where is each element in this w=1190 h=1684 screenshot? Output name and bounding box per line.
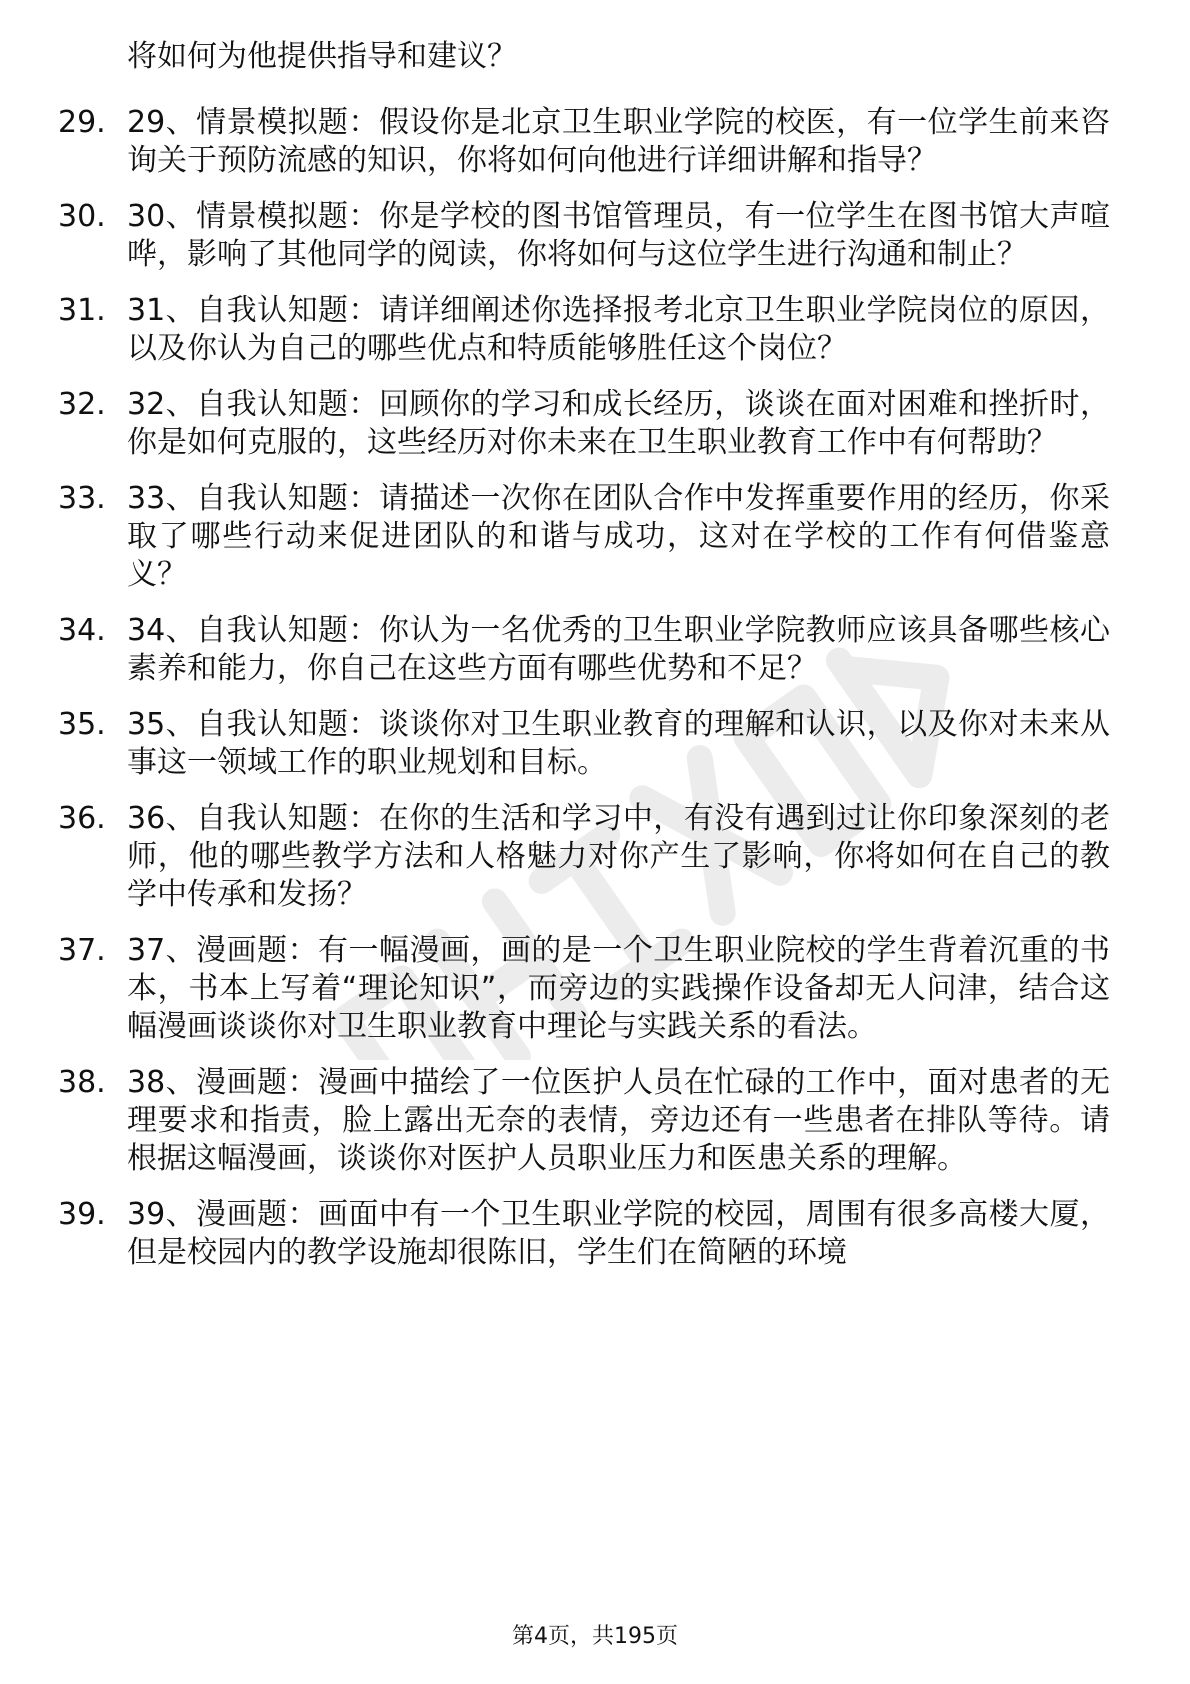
question-item [0, 104, 1110, 180]
question-text: 33、自我认知题：请描述一次你在团队合作中发挥重要作用的经历，你采取了哪些行动来促进团队的和谐与成功，这对在学校的工作有何借鉴意义？ [127, 481, 1110, 592]
question-number: 38. [58, 1065, 106, 1100]
question-text: 34、自我认知题：你认为一名优秀的卫生职业学院教师应该具备哪些核心素养和能力，你自己在这些方面有哪些优势和不足？ [127, 613, 1110, 686]
question-item [0, 1196, 1110, 1272]
question-number: 31. [58, 293, 106, 328]
page-indicator: 第4页，共195页 [512, 1624, 678, 1649]
question-item [0, 1064, 1110, 1178]
question-number: 32. [58, 387, 106, 422]
question-text: 37、漫画题：有一幅漫画，画的是一个卫生职业院校的学生背着沉重的书本，书本上写着“理论知识”，而旁边的实践操作设备却无人问津，结合这幅漫画谈谈你对卫生职业教育中理论与实践关系的看法。 [127, 933, 1110, 1044]
question-item [0, 198, 1110, 274]
continued-question-text: 将如何为他提供指导和建议？ [127, 39, 517, 74]
question-number: 37. [58, 933, 106, 968]
question-number: 30. [58, 199, 106, 234]
question-item [0, 706, 1110, 782]
question-text: 38、漫画题：漫画中描绘了一位医护人员在忙碌的工作中，面对患者的无理要求和指责，脸上露出无奈的表情，旁边还有一些患者在排队等待。请根据这幅漫画，谈谈你对医护人员职业压力和医患关系的理解。 [127, 1065, 1110, 1176]
question-item [0, 800, 1110, 914]
page-footer [0, 1623, 1190, 1651]
question-number: 34. [58, 613, 106, 648]
question-item [0, 612, 1110, 688]
question-number: 39. [58, 1197, 106, 1232]
question-item [0, 386, 1110, 462]
question-text: 39、漫画题：画面中有一个卫生职业学院的校园，周围有很多高楼大厦，但是校园内的教学设施却很陈旧，学生们在简陋的环境 [127, 1197, 1110, 1270]
question-number: 36. [58, 801, 106, 836]
question-item [0, 480, 1110, 594]
question-list [0, 104, 1190, 1290]
question-number: 29. [58, 105, 106, 140]
question-item [0, 932, 1110, 1046]
question-number: 33. [58, 481, 106, 516]
question-text: 30、情景模拟题：你是学校的图书馆管理员，有一位学生在图书馆大声喧哗，影响了其他同学的阅读，你将如何与这位学生进行沟通和制止？ [127, 199, 1110, 272]
question-text: 36、自我认知题：在你的生活和学习中，有没有遇到过让你印象深刻的老师，他的哪些教学方法和人格魅力对你产生了影响，你将如何在自己的教学中传承和发扬？ [127, 801, 1110, 912]
question-number: 35. [58, 707, 106, 742]
question-text: 29、情景模拟题：假设你是北京卫生职业学院的校医，有一位学生前来咨询关于预防流感的知识，你将如何向他进行详细讲解和指导？ [127, 105, 1110, 178]
question-text: 32、自我认知题：回顾你的学习和成长经历，谈谈在面对困难和挫折时，你是如何克服的，这些经历对你未来在卫生职业教育工作中有何帮助？ [127, 387, 1110, 460]
question-text: 35、自我认知题：谈谈你对卫生职业教育的理解和认识，以及你对未来从事这一领域工作的职业规划和目标。 [127, 707, 1110, 780]
question-item [0, 292, 1110, 368]
question-text: 31、自我认知题：请详细阐述你选择报考北京卫生职业学院岗位的原因，以及你认为自己的哪些优点和特质能够胜任这个岗位？ [127, 293, 1110, 366]
